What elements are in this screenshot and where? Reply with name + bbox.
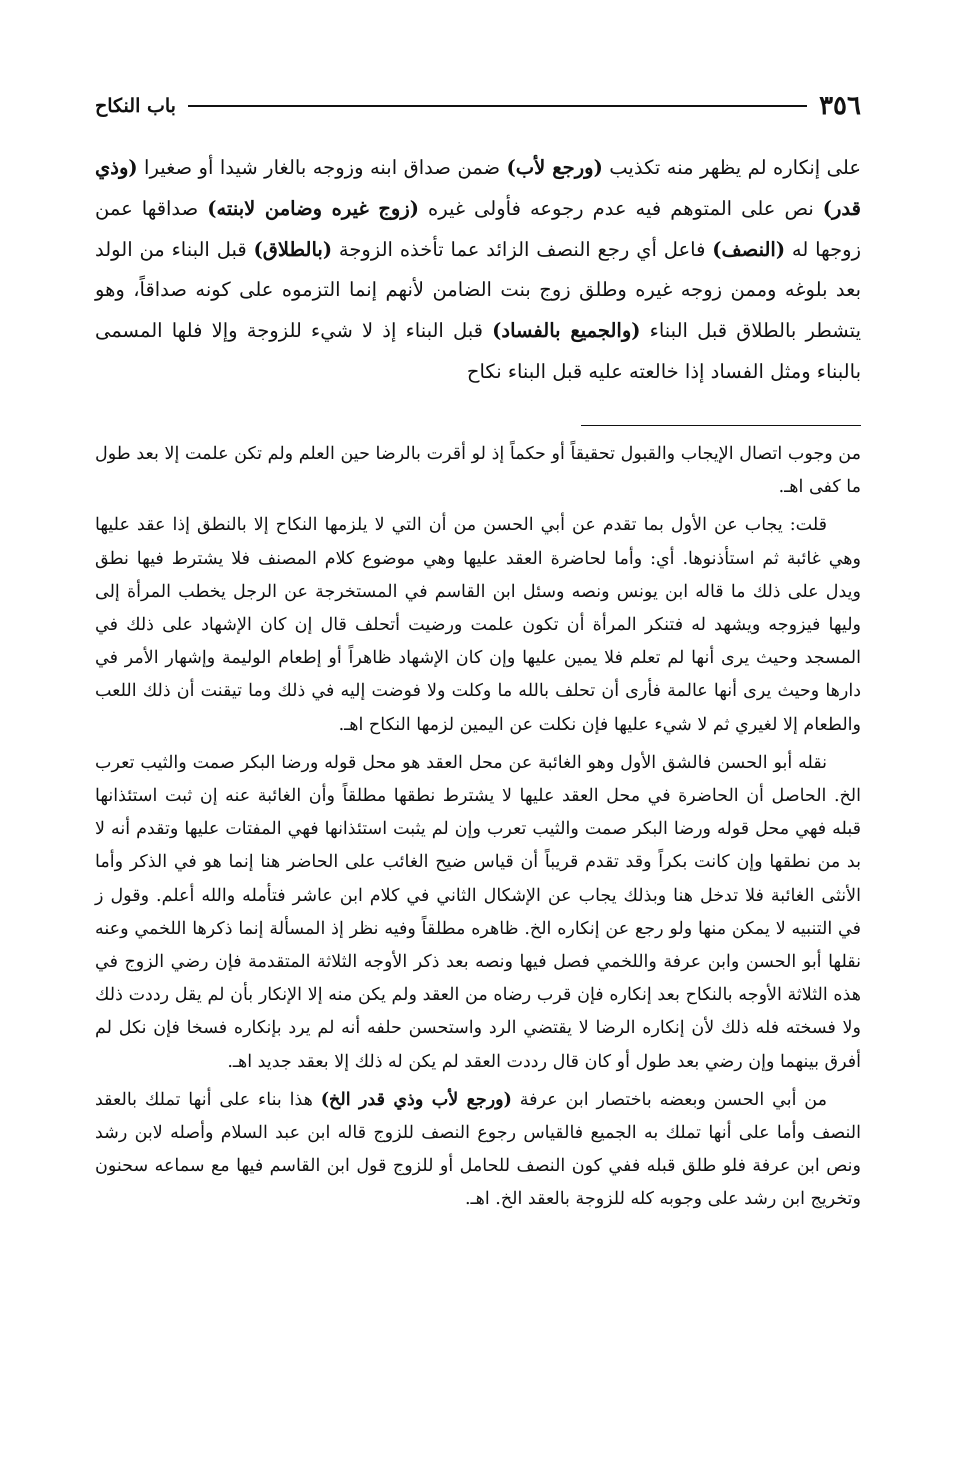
bold-term: (وذي قدر) bbox=[95, 156, 861, 220]
main-text bbox=[95, 148, 861, 393]
page-number: ٣٥٦ bbox=[819, 91, 861, 121]
footnote-paragraph bbox=[95, 747, 861, 1079]
text-run: نقله أبو الحسن فالشق الأول وهو الغائبة عن محل العقد هو محل قوله ورضا البكر صمت والثيب تعرب الخ. الحاصل أن الحاضرة في محل العقد عليها لا يشترط نطقها مطلقاً وأن الغائبة عنه إن ثبت استئذانها قبله فهي محل قوله ورضا البكر صمت والثيب تعرب وإن لم يثبت استئذانها فهي المفتات عليها وتقدم أنه لا بد من نطقها وإن كانت بكراً وقد تقدم قريباً أن قياس ضيح الغائب على الحاضر هنا إنما هو في الذكر وأما الأنثى الغائبة فلا تدخل هنا وبذلك يجاب عن الإشكال الثاني في كلام ابن عاشر فتأمله والله أعلم. وقول ز في التنبيه لا يمكن منها ولو رجع عن إنكاره الخ. ظاهره مطلقاً وفيه نظر إذ المسألة إنما ذكرها اللخمي وعنه نقلها أبو الحسن وابن عرفة واللخمي فصل فيها ونصه بعد ذكر الأوجه الثلاثة المتقدمة فإن رضي الزوج في هذه الثلاثة الأوجه بالنكاح بعد إنكاره فإن قرب رضاه من العقد ولم يكن منه إلا الإنكار بأن لم يقل رددت ذلك ولا فسخته فله ذلك لأن إنكاره الرضا لا يقتضي الرد واستحسن حلفه أنه لم يرد بإنكاره فسخا فإن نكل لم أفرق بينهما وإن رضي بعد طول أو كان قال رددت العقد لم يكن له ذلك إلا بعقد جديد اهـ. bbox=[95, 752, 861, 1072]
page-header bbox=[95, 88, 861, 124]
bold-term: (زوج غيره وضامن لابنته) bbox=[207, 196, 419, 220]
bold-term: (ورجع لأب) bbox=[506, 156, 603, 179]
main-paragraph bbox=[95, 148, 861, 393]
bold-term: (النصف) bbox=[712, 237, 786, 261]
header-rule bbox=[188, 105, 807, 107]
chapter-title: باب النكاح bbox=[95, 95, 176, 117]
footnote-paragraph bbox=[95, 1084, 861, 1217]
text-run: صداقها عمن زوجها له bbox=[95, 196, 861, 261]
text-run: ضمن صداق ابنه وزوجه بالغار شيدا أو صغيرا bbox=[137, 156, 507, 179]
text-run: قبل البناء إذ لا شيء للزوجة وإلا فلها المسمى بالبناء ومثل الفساد إذا خالعته عليه قبل البناء نكاح bbox=[95, 319, 861, 383]
footnote-separator bbox=[581, 425, 861, 426]
text-run: من وجوب اتصال الإيجاب والقبول تحقيقاً أو حكماً إذ لو أقرت بالرضا حين العلم ولم تكن علمت إلا بعد طول ما كفى اهـ. bbox=[95, 444, 861, 498]
text-run: نص على المتوهم فيه عدم رجوعه فأولى غيره bbox=[418, 196, 823, 220]
bold-term: (ورجع لأب وذي قدر الخ) bbox=[320, 1089, 512, 1110]
bold-term: (والجميع بالفساد) bbox=[492, 319, 641, 343]
text-run: قبل البناء من الولد بعد بلوغه وممن زوجه غيره وطلق زوج بنت الضامن لأنهم إنما التزموه على كونه صداقاً، وهو يتشطر بالطلاق قبل البناء bbox=[95, 237, 861, 343]
text-run: قلت: يجاب عن الأول بما تقدم عن أبي الحسن من أن التي لا يلزمها النكاح إلا بالنطق إذا عقد عليها وهي غائبة ثم استأذنوها. أي: وأما لحاضرة العقد عليها وهي موضوع كلام المصنف فلا يشترط فيها نطق ويدل على ذلك ما قاله ابن يونس ونصه وسئل ابن القاسم في المستخرجة عن الرجل يخطب المرأة إلى وليها فيزوجه ويشهد له فتنكر المرأة أن تكون علمت ورضيت أتحلف قال إن كان الإشهاد على ذلك في المسجد وحيث يرى أنها لم تعلم فلا يمين عليها وإن كان الإشهاد ظاهراً أو إطعام الوليمة وإشهار الأمر في دارها وحيث يرى أنها عالمة فأرى أن تحلف بالله ما وكلت ولا فوضت إليه في ذلك وما تيقنت أن ذلك اللعب والطعام إلا لغيري ثم لا شيء عليها فإن نكلت عن اليمين لزمها النكاح اهـ. bbox=[95, 515, 861, 735]
text-run: على إنكاره لم يظهر منه تكذيب bbox=[602, 156, 862, 179]
text-run: من أبي الحسن وبعضه باختصار ابن عرفة bbox=[511, 1089, 828, 1110]
text-run: فاعل أي رجع النصف الزائد عما تأخذه الزوجة bbox=[332, 237, 713, 261]
text-run: هذا بناء على أنها تملك بالعقد النصف وأما على أنها تملك به الجميع فالقياس رجوع النصف للزوج قاله ابن عبد السلام وأصله لابن رشد ونص ابن عرفة فلو طلق قبله ففي كون النصف للحامل أو للزوج قول ابن القاسم فيها مع سماعه سحنون وتخريج ابن رشد على وجوبه كله للزوجة بالعقد الخ. اهـ. bbox=[95, 1089, 861, 1210]
footnote-paragraph bbox=[95, 438, 861, 504]
footnotes bbox=[95, 438, 861, 1222]
footnote-paragraph bbox=[95, 509, 861, 741]
bold-term: (بالطلاق) bbox=[253, 237, 333, 261]
